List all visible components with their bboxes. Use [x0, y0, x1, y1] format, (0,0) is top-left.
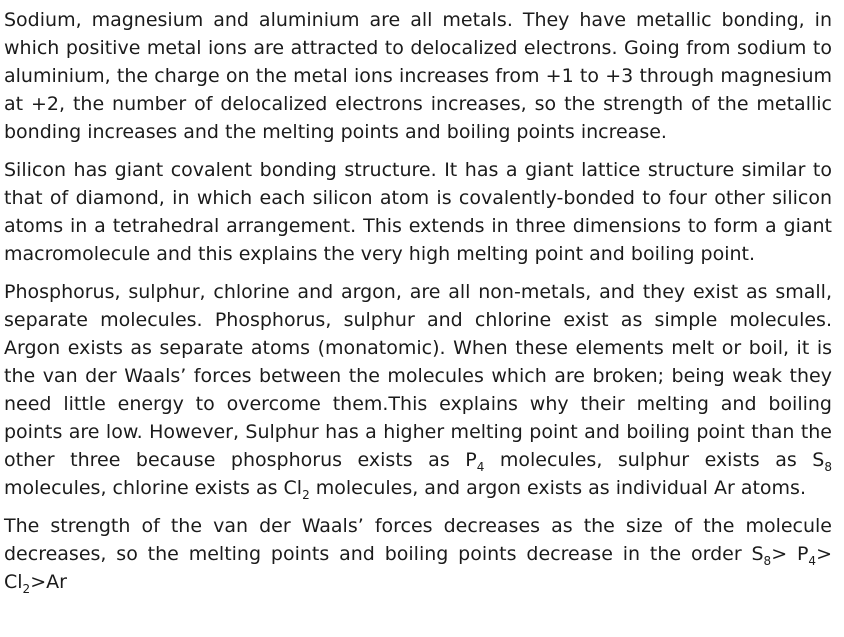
- subscript: 8: [763, 554, 772, 568]
- text-segment: Phosphorus, sulphur, chlorine and argon, are all non-metals, and they exist as small, separate molecules. Phosphorus, sulphur and chlorine exist as simple molecules. Argon exists as separate atoms (monatomic). When these elements melt or boil, it is the van der Waals’ forces between the molecules which are broken; being weak they need little energy to overcome them.This explains why their melting and boiling points are low. However, Sulphur has a higher melting point and boiling point than the other three because phosphorus exists as P: [4, 281, 832, 471]
- subscript: 2: [22, 582, 31, 596]
- subscript: 8: [824, 460, 832, 474]
- paragraph-silicon: [4, 156, 832, 268]
- paragraph-van-der-waals: [4, 512, 832, 596]
- text-segment: > Cl: [4, 543, 832, 593]
- paragraph-non-metals: [4, 278, 832, 502]
- subscript: 4: [808, 554, 817, 568]
- text-segment: molecules, chlorine exists as Cl: [4, 477, 303, 499]
- subscript: 2: [302, 488, 310, 502]
- paragraph-metals: [4, 6, 832, 146]
- subscript: 4: [476, 460, 485, 474]
- text-segment: > P: [771, 543, 809, 565]
- text-segment: molecules, and argon exists as individual Ar atoms.: [309, 477, 806, 499]
- text-segment: The strength of the van der Waals’ forces decreases as the size of the molecule decreases, so the melting points and boiling points decrease in the order S: [4, 515, 832, 565]
- text-segment: molecules, sulphur exists as S: [484, 449, 825, 471]
- text-segment: Silicon has giant covalent bonding structure. It has a giant lattice structure similar to that of diamond, in which each silicon atom is covalently-bonded to four other silicon atoms in a tetrahedral arrangement. This extends in three dimensions to form a giant macromolecule and this explains the very high melting point and boiling point.: [4, 159, 832, 265]
- text-segment: Sodium, magnesium and aluminium are all metals. They have metallic bonding, in which positive metal ions are attracted to delocalized electrons. Going from sodium to aluminium, the charge on the metal ions increases from +1 to +3 through magnesium at +2, the number of delocalized electrons increases, so the strength of the metallic bonding increases and the melting points and boiling points increase.: [4, 9, 832, 143]
- text-segment: >Ar: [30, 571, 67, 593]
